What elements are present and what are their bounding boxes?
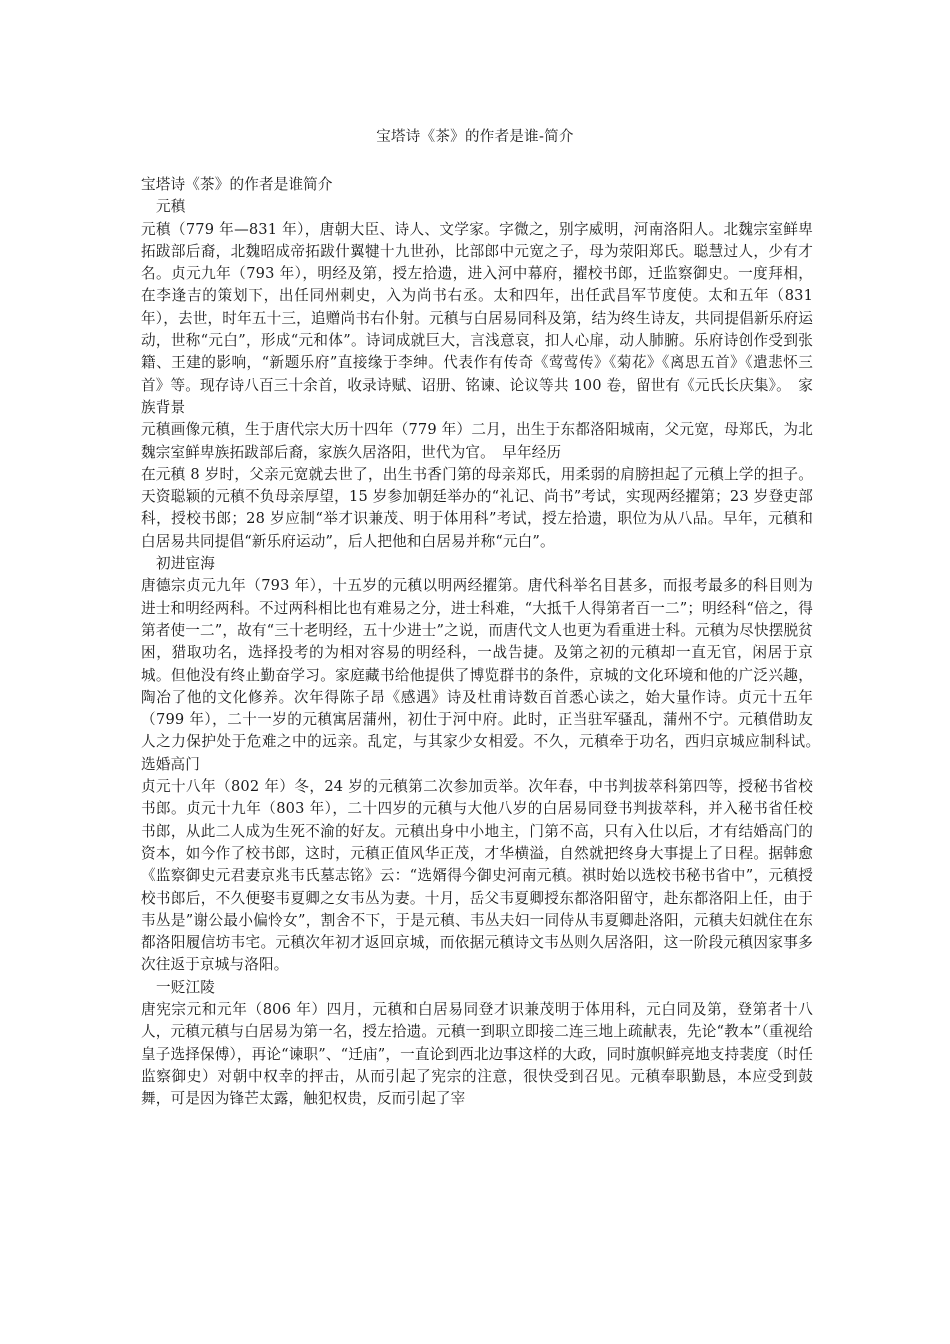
paragraph-biography: 元稹（779 年—831 年），唐朝大臣、诗人、文学家。字微之，别字威明，河南洛阳人。北魏宗室鲜卑拓跋部后裔，北魏昭成帝拓跋什翼犍十九世孙，比部郎中元宽之子，母为荥阳郑氏。聪慧过人，少有才名。贞元九年（793 年），明经及第，授左拾遗，进入河中幕府，擢校书郎，迁监察御史。一度拜相，在李逢吉的策划下，出任同州刺史，入为尚书右丞。太和四年，出任武昌军节度使。太和五年（831 年），去世，时年五十三，追赠尚书右仆射。元稹与白居易同科及第，结为终生诗友，共同提倡新乐府运动，世称“元白”，形成“元和体”。诗词成就巨大，言浅意哀，扣人心扉，动人肺腑。乐府诗创作受到张籍、王建的影响，“新题乐府”直接缘于李绅。代表作有传奇《莺莺传》《菊花》《离思五首》《遣悲怀三首》等。现存诗八百三十余首，收录诗赋、诏册、铭谏、论议等共 100 卷，留世有《元氏长庆集》。 家族背景 [141,220,814,416]
document-body [141,174,828,1110]
paragraph-marriage: 贞元十八年（802 年）冬，24 岁的元稹第二次参加贡举。次年春，中书判拔萃科第四等，授秘书省校书郎。贞元十九年（803 年），二十四岁的元稹与大他八岁的白居易同登书判拔萃科，并入秘书省任校书郎，从此二人成为生死不渝的好友。元稹出身中小地主，门第不高，只有入仕以后，才有结婚高门的资本，如今作了校书郎，这时，元稹正值风华正茂，才华横溢，自然就把终身大事提上了日程。据韩愈《监察御史元君妻京兆韦氏墓志铭》云：“选婿得今御史河南元稹。祺时始以选校书秘书省中”，元稹授校书郎后，不久便娶韦夏卿之女韦丛为妻。十月，岳父韦夏卿授东都洛阳留守，赴东都洛阳上任，由于韦丛是”谢公最小偏怜女”，割舍不下，于是元稹、韦丛夫妇一同侍从韦夏卿赴洛阳，元稹夫妇就住在东都洛阳履信坊韦宅。元稹次年初才返回京城，而依据元稹诗文韦丛则久居洛阳，这一阶段元稹因家事多次往返于京城与洛阳。 [141,778,813,974]
section-heading-yuan-zhen: 元稹 [156,198,186,216]
paragraph-entering-officialdom: 唐德宗贞元九年（793 年），十五岁的元稹以明两经擢第。唐代科举名目甚多，而报考最多的科目则为进士和明经两科。不过两科相比也有难易之分，进士科难，“大抵千人得第者百一二”；明经科“倍之，得第者使一二”，故有“三十老明经，五十少进士”之说，而唐代文人也更为看重进士科。元稹为尽快摆脱贫困，猎取功名，选择投考的为相对容易的明经科，一战告捷。及第之初的元稹却一直无官，闲居于京城。但他没有终止勤奋学习。家庭藏书给他提供了博览群书的条件，京城的文化环境和他的广泛兴趣，陶冶了他的文化修养。次年得陈子昂《感遇》诗及杜甫诗数百首悉心读之，始大量作诗。贞元十五年（799 年），二十一岁的元稹寓居蒲州，初仕于河中府。此时，正当驻军骚乱，蒲州不宁。元稹借助友人之力保护处于危难之中的远亲。乱定，与其家少女相爱。不久，元稹牵于功名，西归京城应制科试。 选婚高门 [141,577,828,773]
section-heading-entering-officialdom: 初进宦海 [156,555,215,573]
article-heading: 宝塔诗《茶》的作者是谁简介 [141,176,333,193]
paragraph-family-background: 元稹画像元稹，生于唐代宗大历十四年（779 年）二月，出生于东都洛阳城南，父元宽，母郑氏，为北魏宗室鲜卑族拓跋部后裔，家族久居洛阳，世代为官。 早年经历 [141,421,813,461]
document-title: 宝塔诗《茶》的作者是谁-简介 [376,129,574,145]
paragraph-first-exile: 唐宪宗元和元年（806 年）四月，元稹和白居易同登才识兼茂明于体用科，元白同及第，登第者十八人，元稹元稹与白居易为第一名，授左拾遗。元稹一到职立即接二连三地上疏献表，先论“教本”（重视给皇子选择保傅），再论“谏职”、“迁庙”，一直论到西北边事这样的大政，同时旗帜鲜亮地支持裴度（时任监察御史）对朝中权幸的抨击，从而引起了宪宗的注意，很快受到召见。元稹奉职勤恳，本应受到鼓舞，可是因为锋芒太露，触犯权贵，反而引起了宰 [141,1000,813,1108]
section-heading-first-exile: 一贬江陵 [156,978,215,996]
paragraph-early-life: 在元稹 8 岁时，父亲元宽就去世了，出生书香门第的母亲郑氏，用柔弱的肩膀担起了元稹上学的担子。天资聪颖的元稹不负母亲厚望，15 岁参加朝廷举办的“礼记、尚书”考试，实现两经擢第；23 岁登吏部科，授校书郎；28 岁应制“举才识兼茂、明于体用科”考试，授左拾遗，职位为从八品。早年，元稹和白居易共同提倡“新乐府运动”，后人把他和白居易并称“元白”。 [141,465,813,550]
